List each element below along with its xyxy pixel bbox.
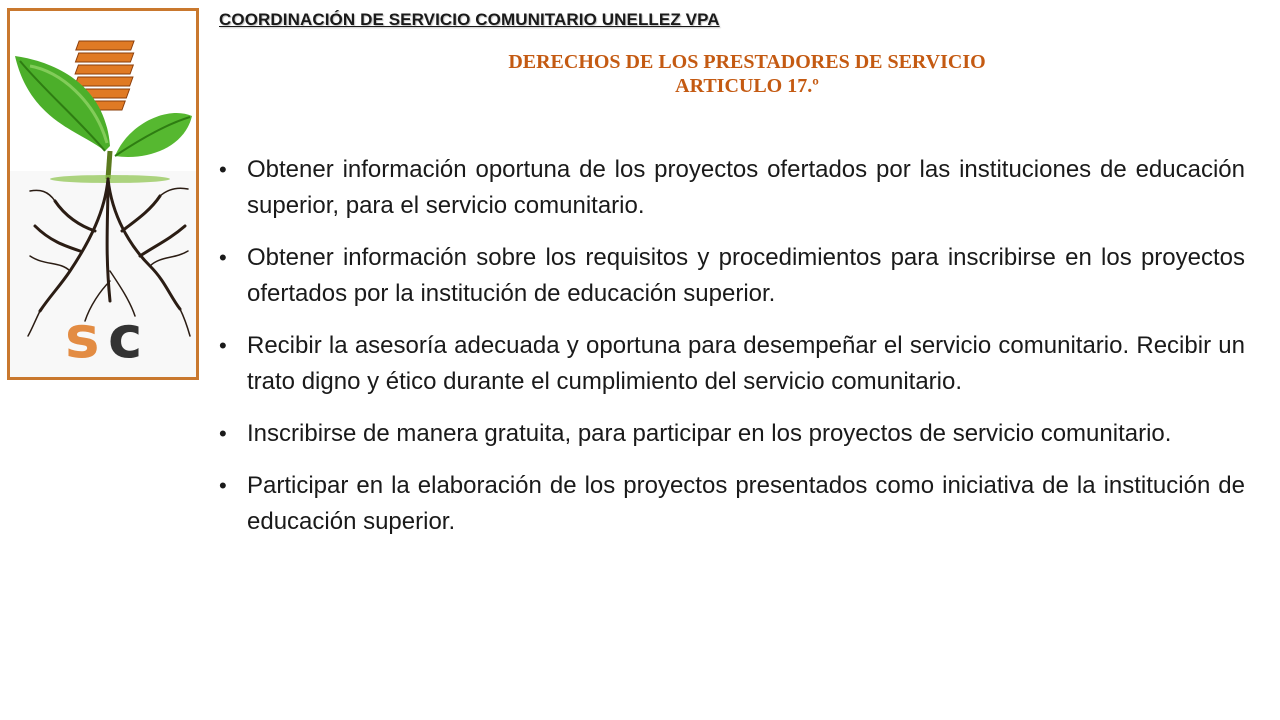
subtitle-line-1: DERECHOS DE LOS PRESTADORES DE SERVICIO xyxy=(508,51,986,73)
subtitle-line-2: ARTICULO 17.º xyxy=(675,75,819,97)
plant-roots-logo-icon xyxy=(10,11,196,377)
list-item xyxy=(217,468,1245,540)
list-item xyxy=(217,240,1245,312)
bullet-icon: • xyxy=(219,473,227,498)
bullet-icon: • xyxy=(219,333,227,358)
svg-text:s: s xyxy=(65,303,100,371)
list-item xyxy=(217,416,1245,452)
list-item xyxy=(217,152,1245,224)
bullet-text: Recibir la asesoría adecuada y oportuna para desempeñar el servicio comunitario. Recibir un trato digno y ético durante el cumplimiento del servicio comunitario. xyxy=(247,332,1245,395)
rights-bullet-list xyxy=(217,152,1245,556)
bullet-text: Obtener información oportuna de los proyectos ofertados por las instituciones de educación superior, para el servicio comunitario. xyxy=(247,156,1245,219)
servicio-comunitario-logo xyxy=(7,8,199,380)
list-item xyxy=(217,328,1245,400)
section-subtitle xyxy=(400,50,1094,98)
bullet-icon: • xyxy=(219,245,227,270)
bullet-icon: • xyxy=(219,157,227,182)
bullet-text: Participar en la elaboración de los proyectos presentados como iniciativa de la institución de educación superior. xyxy=(247,472,1245,535)
coordination-header-title: COORDINACIÓN DE SERVICIO COMUNITARIO UNELLEZ VPA xyxy=(219,10,720,29)
bullet-text: Obtener información sobre los requisitos y procedimientos para inscribirse en los proyectos ofertados por la institución de educación superior. xyxy=(247,244,1245,307)
bullet-icon: • xyxy=(219,421,227,446)
svg-text:c: c xyxy=(108,303,143,371)
bullet-text: Inscribirse de manera gratuita, para participar en los proyectos de servicio comunitario. xyxy=(247,420,1172,447)
